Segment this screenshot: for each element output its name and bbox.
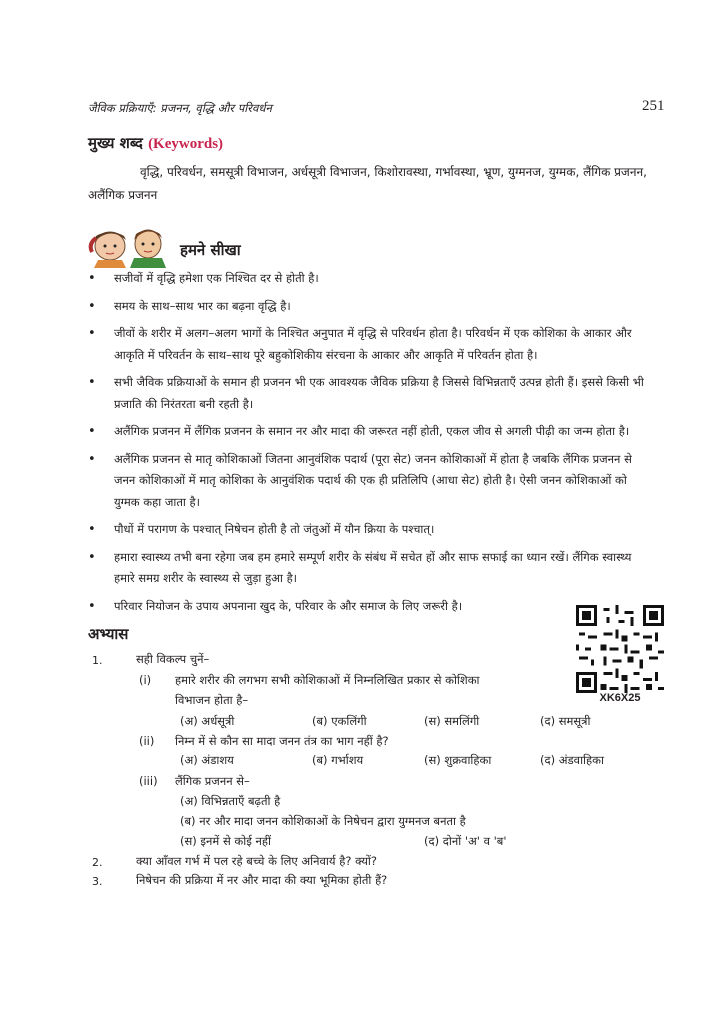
subquestion-text-cont: विभाजन होता है– <box>175 693 249 707</box>
keywords-heading-hindi: मुख्य शब्द <box>88 134 143 152</box>
question-number: 3. <box>92 875 103 888</box>
question-text: सही विकल्प चुनें– <box>136 652 210 666</box>
option-d: (द) समसूत्री <box>540 714 591 728</box>
option-b: (ब) एकलिंगी <box>312 714 367 728</box>
question-text: क्या आँवल गर्भ में पल रहे बच्चे के लिए अनिवार्य है? क्यों? <box>136 854 378 868</box>
question-number: 1. <box>92 654 103 667</box>
list-item: • पौधों में परागण के पश्चात् निषेचन होती है तो जंतुओं में यौन क्रिया के पश्चात्। <box>88 519 648 541</box>
option-d: (द) अंडवाहिका <box>540 753 604 767</box>
page-number: 251 <box>642 98 665 114</box>
option-a: (अ) अर्धसूत्री <box>180 714 235 728</box>
list-item: • समय के साथ–साथ भार का बढ़ना वृद्धि है। <box>88 296 648 318</box>
subquestion-text: लैंगिक प्रजनन से– <box>175 774 250 788</box>
qr-code-icon[interactable] <box>576 605 664 693</box>
exercise-heading: अभ्यास <box>88 625 129 643</box>
question-text: निषेचन की प्रक्रिया में नर और मादा की क्या भूमिका होती हैं? <box>136 873 388 887</box>
question-number: 2. <box>92 856 103 869</box>
list-item: • जीवों के शरीर में अलग–अलग भागों के निश्चित अनुपात में वृद्धि से परिवर्धन होता है। परिवर्धन में एक कोशिका के आकार और आकृति में परिवर्तन के साथ–साथ पूरे बहुकोशिकीय संरचना के आकार और आकृति में परिवर्तन होता है। <box>88 323 648 366</box>
subquestion-number: (i) <box>139 673 152 687</box>
list-item: • हमारा स्वास्थ्य तभी बना रहेगा जब हम हमारे सम्पूर्ण शरीर के संबंध में सचेत हों और साफ सफाई का ध्यान रखें। लैंगिक स्वास्थ्य हमारे समग्र शरीर के स्वास्थ्य से जुड़ा हुआ है। <box>88 547 648 590</box>
keywords-heading-english: (Keywords) <box>148 136 224 152</box>
learned-list <box>88 268 648 623</box>
option-a: (अ) अंडाशय <box>180 753 234 767</box>
list-item: • सजीवों में वृद्धि हमेशा एक निश्चित दर से होती है। <box>88 268 648 290</box>
list-item: • सभी जैविक प्रक्रियाओं के समान ही प्रजनन भी एक आवश्यक जैविक प्रक्रिया है जिससे विभिन्नताएँ उत्पन्न होती हैं। इससे किसी भी प्रजाति की निरंतरता बनी रहती है। <box>88 372 648 415</box>
subquestion-number: (ii) <box>139 734 155 748</box>
keywords-heading <box>88 133 223 153</box>
qr-code-label: XK6X25 <box>599 692 641 704</box>
keywords-list: वृद्धि, परिवर्धन, समसूत्री विभाजन, अर्धसूत्री विभाजन, किशोरावस्था, गर्भावस्था, भ्रूण, युग्मनज, युग्मक, लैंगिक प्रजनन, अलैंगिक प्रजनन <box>88 165 647 202</box>
running-header: जैविक प्रक्रियाएँ: प्रजनन, वृद्धि और परिवर्धन <box>88 101 272 115</box>
option-c: (स) शुक्रवाहिका <box>424 753 492 767</box>
subquestion-text: हमारे शरीर की लगभग सभी कोशिकाओं में निम्नलिखित प्रकार से कोशिका <box>175 673 480 687</box>
option-b: (ब) गर्भाशय <box>312 753 364 767</box>
subquestion-text: निम्न में से कौन सा मादा जनन तंत्र का भाग नहीं है? <box>175 734 389 748</box>
list-item: • अलैंगिक प्रजनन से मातृ कोशिकाओं जितना आनुवंशिक पदार्थ (पूरा सेट) जनन कोशिकाओं में होता है जबकि लैंगिक प्रजनन से जनन कोशिकाओं में मातृ कोशिका के आनुवंशिक पदार्थ की एक ही प्रतिलिपि (आधा सेट) होती है। ऐसी जनन कोशिकाओं को युग्मक कहा जाता है। <box>88 449 648 514</box>
learned-heading: हमने सीखा <box>180 241 241 259</box>
subquestion-number: (iii) <box>139 774 158 788</box>
option-c: (स) समलिंगी <box>424 714 480 728</box>
list-item: • अलैंगिक प्रजनन में लैंगिक प्रजनन के समान नर और मादा की जरूरत नहीं होती, एकल जीव से अगली पीढ़ी का जन्म होता है। <box>88 421 648 443</box>
option-c: (स) इनमें से कोई नहीं <box>180 834 271 848</box>
option-d: (द) दोनों 'अ' व 'ब' <box>424 834 507 848</box>
list-item: • परिवार नियोजन के उपाय अपनाना खुद के, परिवार के और समाज के लिए जरूरी है। <box>88 596 648 618</box>
option-a: (अ) विभिन्नताएँ बढ़ती है <box>180 794 281 808</box>
option-b: (ब) नर और मादा जनन कोशिकाओं के निषेचन द्वारा युग्मनज बनता है <box>180 814 466 828</box>
